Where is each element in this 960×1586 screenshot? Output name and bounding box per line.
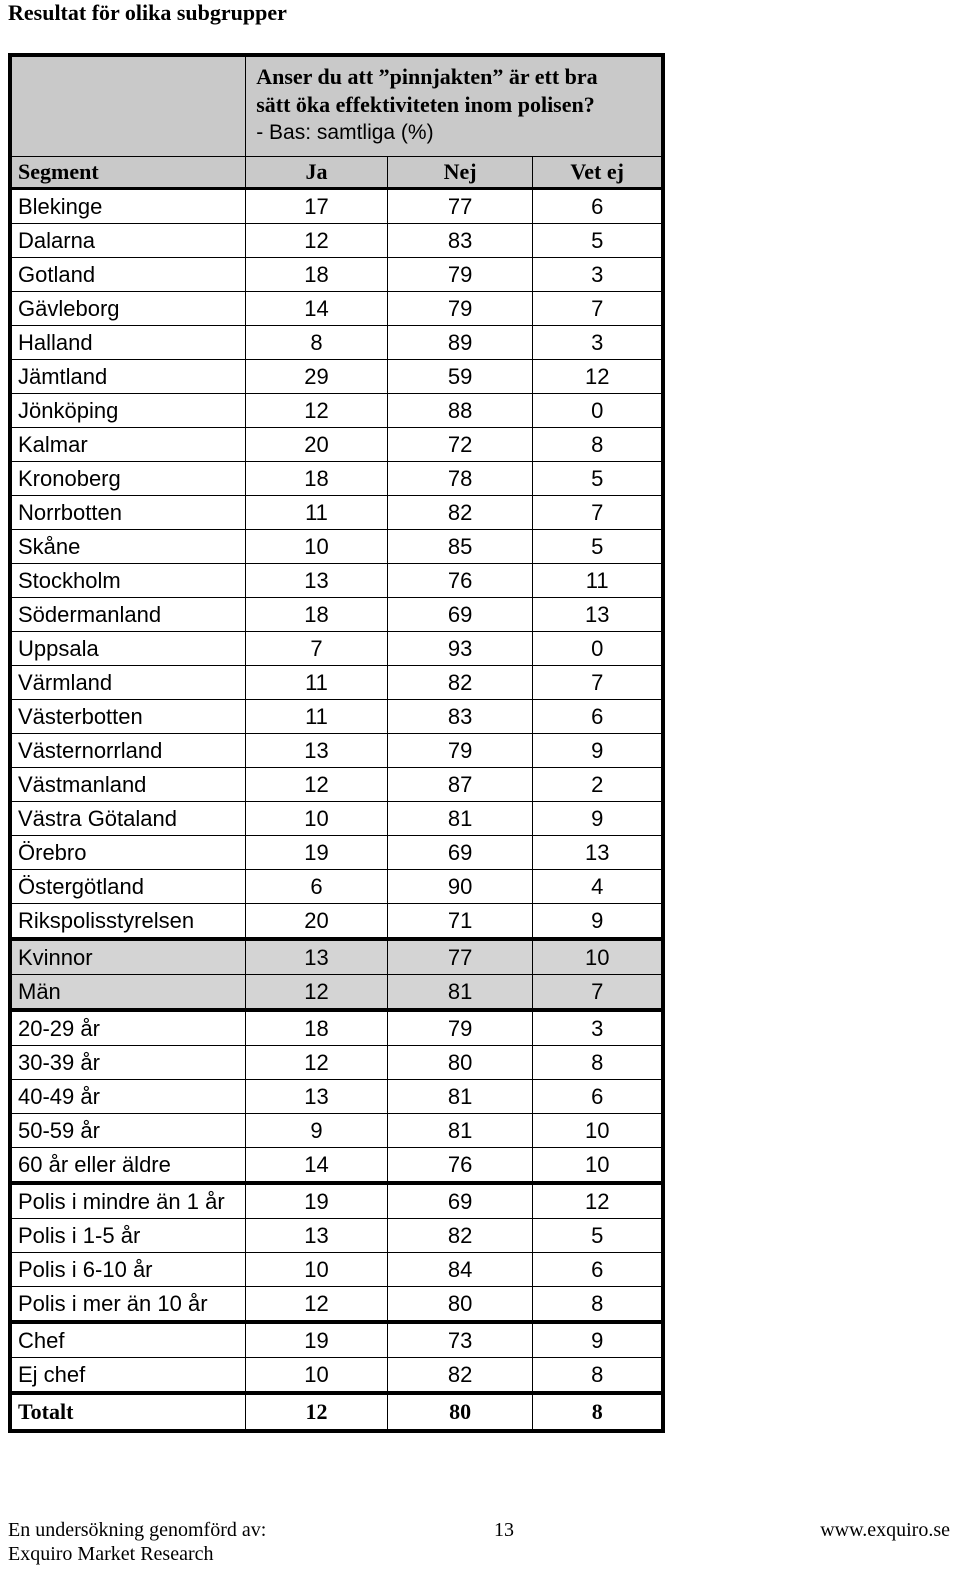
segment-cell: Kvinnor <box>10 939 246 975</box>
vet-ej-cell: 0 <box>533 394 663 428</box>
vet-ej-cell: 6 <box>533 1080 663 1114</box>
vet-ej-cell: 8 <box>533 428 663 462</box>
table-row <box>10 768 663 802</box>
ja-cell: 8 <box>246 326 388 360</box>
footer-credit-line-1: En undersökning genomförd av: <box>8 1519 267 1541</box>
nej-cell: 80 <box>387 1046 533 1080</box>
total-row <box>10 1393 663 1431</box>
segment-cell: Södermanland <box>10 598 246 632</box>
ja-cell: 14 <box>246 292 388 326</box>
ja-cell: 12 <box>246 768 388 802</box>
ja-cell: 13 <box>246 1219 388 1253</box>
table-row <box>10 802 663 836</box>
segment-cell: Västernorrland <box>10 734 246 768</box>
ja-cell: 13 <box>246 1080 388 1114</box>
vet-ej-cell: 4 <box>533 870 663 904</box>
table-row <box>10 734 663 768</box>
ja-cell: 20 <box>246 904 388 940</box>
vet-ej-cell: 7 <box>533 292 663 326</box>
ja-cell: 18 <box>246 1010 388 1046</box>
table-row <box>10 1148 663 1184</box>
segment-cell: 50-59 år <box>10 1114 246 1148</box>
table-row <box>10 870 663 904</box>
table-row <box>10 700 663 734</box>
nej-cell: 69 <box>387 598 533 632</box>
nej-cell: 78 <box>387 462 533 496</box>
table-row <box>10 975 663 1011</box>
table-row <box>10 632 663 666</box>
table-row <box>10 258 663 292</box>
footer-credit-line-2: Exquiro Market Research <box>8 1543 214 1565</box>
segment-cell: 60 år eller äldre <box>10 1148 246 1184</box>
ja-cell: 12 <box>246 1046 388 1080</box>
vet-ej-cell: 10 <box>533 1114 663 1148</box>
table-row <box>10 904 663 940</box>
ja-cell: 6 <box>246 870 388 904</box>
nej-cell: 85 <box>387 530 533 564</box>
nej-cell: 82 <box>387 1358 533 1394</box>
ja-cell: 10 <box>246 802 388 836</box>
table-row <box>10 1080 663 1114</box>
table-row <box>10 836 663 870</box>
vet-ej-cell: 2 <box>533 768 663 802</box>
ja-cell: 29 <box>246 360 388 394</box>
column-header-segment: Segment <box>10 157 246 189</box>
footer-url: www.exquiro.se <box>820 1519 950 1541</box>
page-number: 13 <box>494 1519 514 1541</box>
vet-ej-cell: 5 <box>533 530 663 564</box>
vet-ej-cell: 0 <box>533 632 663 666</box>
vet-ej-cell: 8 <box>533 1358 663 1394</box>
segment-cell: Örebro <box>10 836 246 870</box>
table-row <box>10 428 663 462</box>
ja-cell: 11 <box>246 666 388 700</box>
segment-cell: Gotland <box>10 258 246 292</box>
ja-cell: 13 <box>246 564 388 598</box>
segment-cell: Dalarna <box>10 224 246 258</box>
segment-cell: Halland <box>10 326 246 360</box>
table-row <box>10 1183 663 1219</box>
ja-cell: 12 <box>246 394 388 428</box>
segment-cell: Västerbotten <box>10 700 246 734</box>
ja-cell: 19 <box>246 1322 388 1358</box>
nej-cell: 84 <box>387 1253 533 1287</box>
table-row <box>10 496 663 530</box>
table-row <box>10 1322 663 1358</box>
nej-cell: 83 <box>387 224 533 258</box>
column-header-nej: Nej <box>387 157 533 189</box>
segment-cell: Västra Götaland <box>10 802 246 836</box>
segment-cell: Män <box>10 975 246 1011</box>
ja-cell: 17 <box>246 189 388 224</box>
segment-cell: Polis i mindre än 1 år <box>10 1183 246 1219</box>
ja-cell: 10 <box>246 530 388 564</box>
segment-cell: Totalt <box>10 1393 246 1431</box>
segment-cell: Östergötland <box>10 870 246 904</box>
ja-cell: 18 <box>246 258 388 292</box>
ja-cell: 13 <box>246 734 388 768</box>
vet-ej-cell: 6 <box>533 700 663 734</box>
vet-ej-cell: 3 <box>533 326 663 360</box>
vet-ej-cell: 3 <box>533 258 663 292</box>
ja-cell: 10 <box>246 1253 388 1287</box>
table-row <box>10 564 663 598</box>
nej-cell: 80 <box>387 1393 533 1431</box>
ja-cell: 18 <box>246 598 388 632</box>
segment-cell: Polis i mer än 10 år <box>10 1287 246 1323</box>
segment-cell: Uppsala <box>10 632 246 666</box>
ja-cell: 7 <box>246 632 388 666</box>
ja-cell: 11 <box>246 496 388 530</box>
ja-cell: 19 <box>246 1183 388 1219</box>
column-header-vet-ej: Vet ej <box>533 157 663 189</box>
nej-cell: 89 <box>387 326 533 360</box>
table-row <box>10 1253 663 1287</box>
nej-cell: 87 <box>387 768 533 802</box>
segment-cell: Gävleborg <box>10 292 246 326</box>
table-row <box>10 292 663 326</box>
vet-ej-cell: 3 <box>533 1010 663 1046</box>
segment-cell: Skåne <box>10 530 246 564</box>
vet-ej-cell: 9 <box>533 734 663 768</box>
nej-cell: 81 <box>387 1080 533 1114</box>
footer-credit <box>8 1518 266 1566</box>
table-row <box>10 1114 663 1148</box>
table-row <box>10 224 663 258</box>
nej-cell: 77 <box>387 939 533 975</box>
nej-cell: 77 <box>387 189 533 224</box>
segment-cell: 40-49 år <box>10 1080 246 1114</box>
vet-ej-cell: 13 <box>533 598 663 632</box>
segment-cell: Jämtland <box>10 360 246 394</box>
segment-cell: Polis i 6-10 år <box>10 1253 246 1287</box>
vet-ej-cell: 8 <box>533 1046 663 1080</box>
nej-cell: 79 <box>387 292 533 326</box>
ja-cell: 20 <box>246 428 388 462</box>
segment-cell: Ej chef <box>10 1358 246 1394</box>
nej-cell: 81 <box>387 975 533 1011</box>
nej-cell: 90 <box>387 870 533 904</box>
vet-ej-cell: 7 <box>533 666 663 700</box>
segment-cell: Värmland <box>10 666 246 700</box>
table-row <box>10 1219 663 1253</box>
table-row <box>10 939 663 975</box>
ja-cell: 18 <box>246 462 388 496</box>
table-row <box>10 1287 663 1323</box>
question-base: - Bas: samtliga (%) <box>256 121 434 144</box>
results-table <box>8 53 665 1433</box>
segment-cell: Kronoberg <box>10 462 246 496</box>
vet-ej-cell: 12 <box>533 1183 663 1219</box>
ja-cell: 19 <box>246 836 388 870</box>
vet-ej-cell: 11 <box>533 564 663 598</box>
nej-cell: 79 <box>387 258 533 292</box>
segment-cell: 20-29 år <box>10 1010 246 1046</box>
vet-ej-cell: 6 <box>533 1253 663 1287</box>
question-row <box>10 55 663 157</box>
segment-cell: 30-39 år <box>10 1046 246 1080</box>
nej-cell: 72 <box>387 428 533 462</box>
ja-cell: 10 <box>246 1358 388 1394</box>
vet-ej-cell: 13 <box>533 836 663 870</box>
nej-cell: 81 <box>387 1114 533 1148</box>
vet-ej-cell: 5 <box>533 462 663 496</box>
column-header-ja: Ja <box>246 157 388 189</box>
nej-cell: 73 <box>387 1322 533 1358</box>
segment-cell: Kalmar <box>10 428 246 462</box>
segment-cell: Västmanland <box>10 768 246 802</box>
segment-cell: Norrbotten <box>10 496 246 530</box>
ja-cell: 9 <box>246 1114 388 1148</box>
vet-ej-cell: 10 <box>533 939 663 975</box>
vet-ej-cell: 5 <box>533 1219 663 1253</box>
ja-cell: 12 <box>246 1287 388 1323</box>
table-row <box>10 189 663 224</box>
table-row <box>10 1046 663 1080</box>
vet-ej-cell: 7 <box>533 975 663 1011</box>
segment-cell: Stockholm <box>10 564 246 598</box>
segment-cell: Polis i 1-5 år <box>10 1219 246 1253</box>
question-line-2: sätt öka effektiviteten inom polisen? <box>256 92 595 117</box>
nej-cell: 79 <box>387 734 533 768</box>
nej-cell: 88 <box>387 394 533 428</box>
vet-ej-cell: 6 <box>533 189 663 224</box>
nej-cell: 76 <box>387 1148 533 1184</box>
nej-cell: 59 <box>387 360 533 394</box>
nej-cell: 81 <box>387 802 533 836</box>
table-row <box>10 394 663 428</box>
table-row <box>10 1010 663 1046</box>
table-row <box>10 326 663 360</box>
table-row <box>10 360 663 394</box>
ja-cell: 12 <box>246 1393 388 1431</box>
nej-cell: 82 <box>387 1219 533 1253</box>
vet-ej-cell: 12 <box>533 360 663 394</box>
vet-ej-cell: 9 <box>533 802 663 836</box>
vet-ej-cell: 5 <box>533 224 663 258</box>
question-line-1: Anser du att ”pinnjakten” är ett bra <box>256 64 598 89</box>
nej-cell: 82 <box>387 666 533 700</box>
results-table-body <box>10 55 663 1431</box>
nej-cell: 69 <box>387 836 533 870</box>
vet-ej-cell: 9 <box>533 1322 663 1358</box>
nej-cell: 69 <box>387 1183 533 1219</box>
ja-cell: 12 <box>246 224 388 258</box>
vet-ej-cell: 8 <box>533 1393 663 1431</box>
column-header-row <box>10 157 663 189</box>
nej-cell: 80 <box>387 1287 533 1323</box>
page-heading: Resultat för olika subgrupper <box>8 0 287 25</box>
nej-cell: 76 <box>387 564 533 598</box>
table-row <box>10 530 663 564</box>
table-row <box>10 598 663 632</box>
ja-cell: 12 <box>246 975 388 1011</box>
question-empty-cell <box>10 55 246 157</box>
vet-ej-cell: 9 <box>533 904 663 940</box>
nej-cell: 79 <box>387 1010 533 1046</box>
table-row <box>10 1358 663 1394</box>
vet-ej-cell: 8 <box>533 1287 663 1323</box>
ja-cell: 11 <box>246 700 388 734</box>
nej-cell: 82 <box>387 496 533 530</box>
segment-cell: Chef <box>10 1322 246 1358</box>
table-row <box>10 462 663 496</box>
segment-cell: Blekinge <box>10 189 246 224</box>
ja-cell: 14 <box>246 1148 388 1184</box>
table-row <box>10 666 663 700</box>
ja-cell: 13 <box>246 939 388 975</box>
segment-cell: Jönköping <box>10 394 246 428</box>
vet-ej-cell: 7 <box>533 496 663 530</box>
nej-cell: 83 <box>387 700 533 734</box>
vet-ej-cell: 10 <box>533 1148 663 1184</box>
question-cell <box>246 55 663 157</box>
nej-cell: 71 <box>387 904 533 940</box>
segment-cell: Rikspolisstyrelsen <box>10 904 246 940</box>
nej-cell: 93 <box>387 632 533 666</box>
